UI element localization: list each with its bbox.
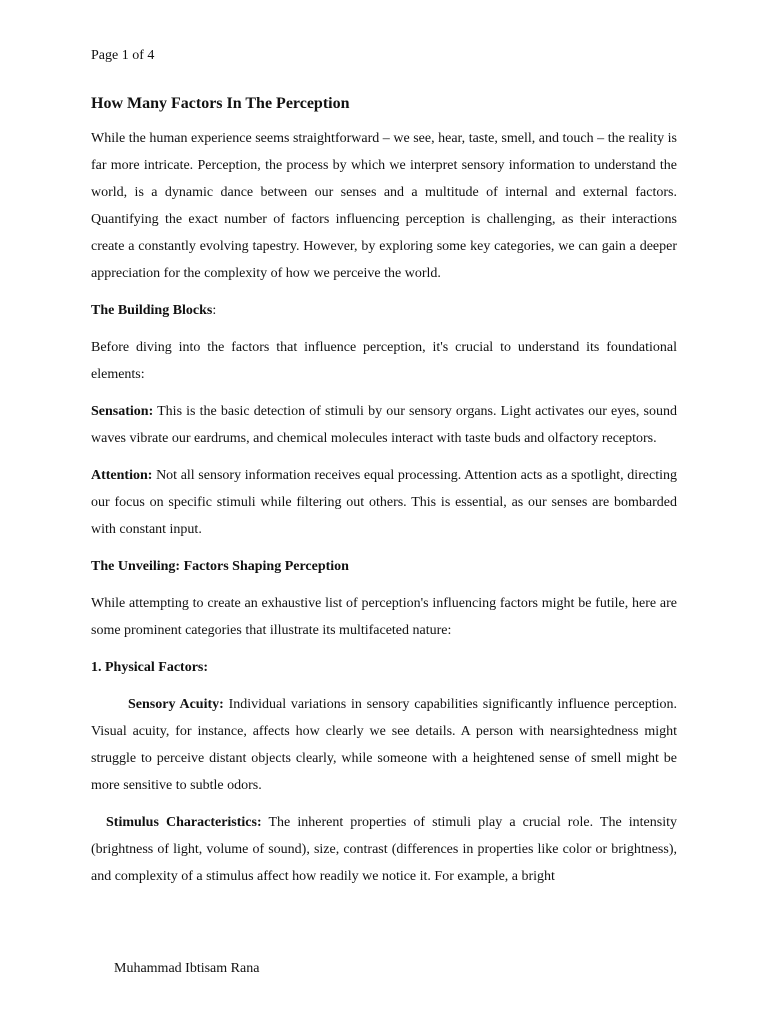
- sensation-paragraph: [91, 398, 677, 452]
- attention-text: Not all sensory information receives equal processing. Attention acts as a spotlight, directing our focus on specific stimuli while filtering out others. This is essential, as our senses are bombarded with constant input.: [91, 468, 677, 537]
- sensory-acuity-paragraph: [91, 691, 677, 799]
- section-heading-text: The Building Blocks: [91, 303, 213, 318]
- stimulus-characteristics-text: The inherent properties of stimuli play a crucial role. The intensity (brightness of light, volume of sound), size, contrast (differences in properties like color or brightness), and complexity of a stimulus affect how readily we notice it. For example, a bright: [91, 815, 677, 884]
- section-heading-building-blocks: [91, 297, 677, 324]
- sensation-term: Sensation:: [91, 404, 154, 419]
- attention-term: Attention:: [91, 468, 153, 483]
- stimulus-characteristics-term: Stimulus Characteristics:: [106, 815, 262, 830]
- section-heading-unveiling: The Unveiling: Factors Shaping Perception: [91, 559, 349, 574]
- footer-author: Muhammad Ibtisam Rana: [114, 961, 260, 976]
- attention-paragraph: [91, 462, 677, 543]
- sensation-text: This is the basic detection of stimuli by our sensory organs. Light activates our eyes, sound waves vibrate our eardrums, and chemical molecules interact with taste buds and olfactory receptors.: [91, 404, 677, 446]
- unveiling-lead: While attempting to create an exhaustive list of perception's influencing factors might be futile, here are some prominent categories that illustrate its multifaceted nature:: [91, 596, 677, 638]
- section-heading-colon: :: [212, 303, 217, 318]
- building-blocks-lead: Before diving into the factors that influence perception, it's crucial to understand its foundational elements:: [91, 340, 677, 382]
- sensory-acuity-term: Sensory Acuity:: [128, 697, 224, 712]
- page-number: Page 1 of 4: [91, 48, 155, 63]
- section-heading-physical-factors: 1. Physical Factors:: [91, 660, 209, 675]
- document-title: How Many Factors In The Perception: [91, 95, 350, 112]
- document-body: [91, 125, 677, 900]
- intro-paragraph: While the human experience seems straightforward – we see, hear, taste, smell, and touch – the reality is far more intricate. Perception, the process by which we interpret sensory information to understand the world, is a dynamic dance between our senses and a multitude of internal and external factors. Quantifying the exact number of factors influencing perception is challenging, as their interactions create a constantly evolving tapestry. However, by exploring some key categories, we can gain a deeper appreciation for the complexity of how we perceive the world.: [91, 131, 677, 281]
- stimulus-characteristics-paragraph: [91, 809, 677, 890]
- sensory-acuity-text: Individual variations in sensory capabilities significantly influence perception. Visual acuity, for instance, affects how clearly we see details. A person with nearsightedness might struggle to perceive distant objects clearly, while someone with a heightened sense of smell might be more sensitive to subtle odors.: [91, 697, 677, 793]
